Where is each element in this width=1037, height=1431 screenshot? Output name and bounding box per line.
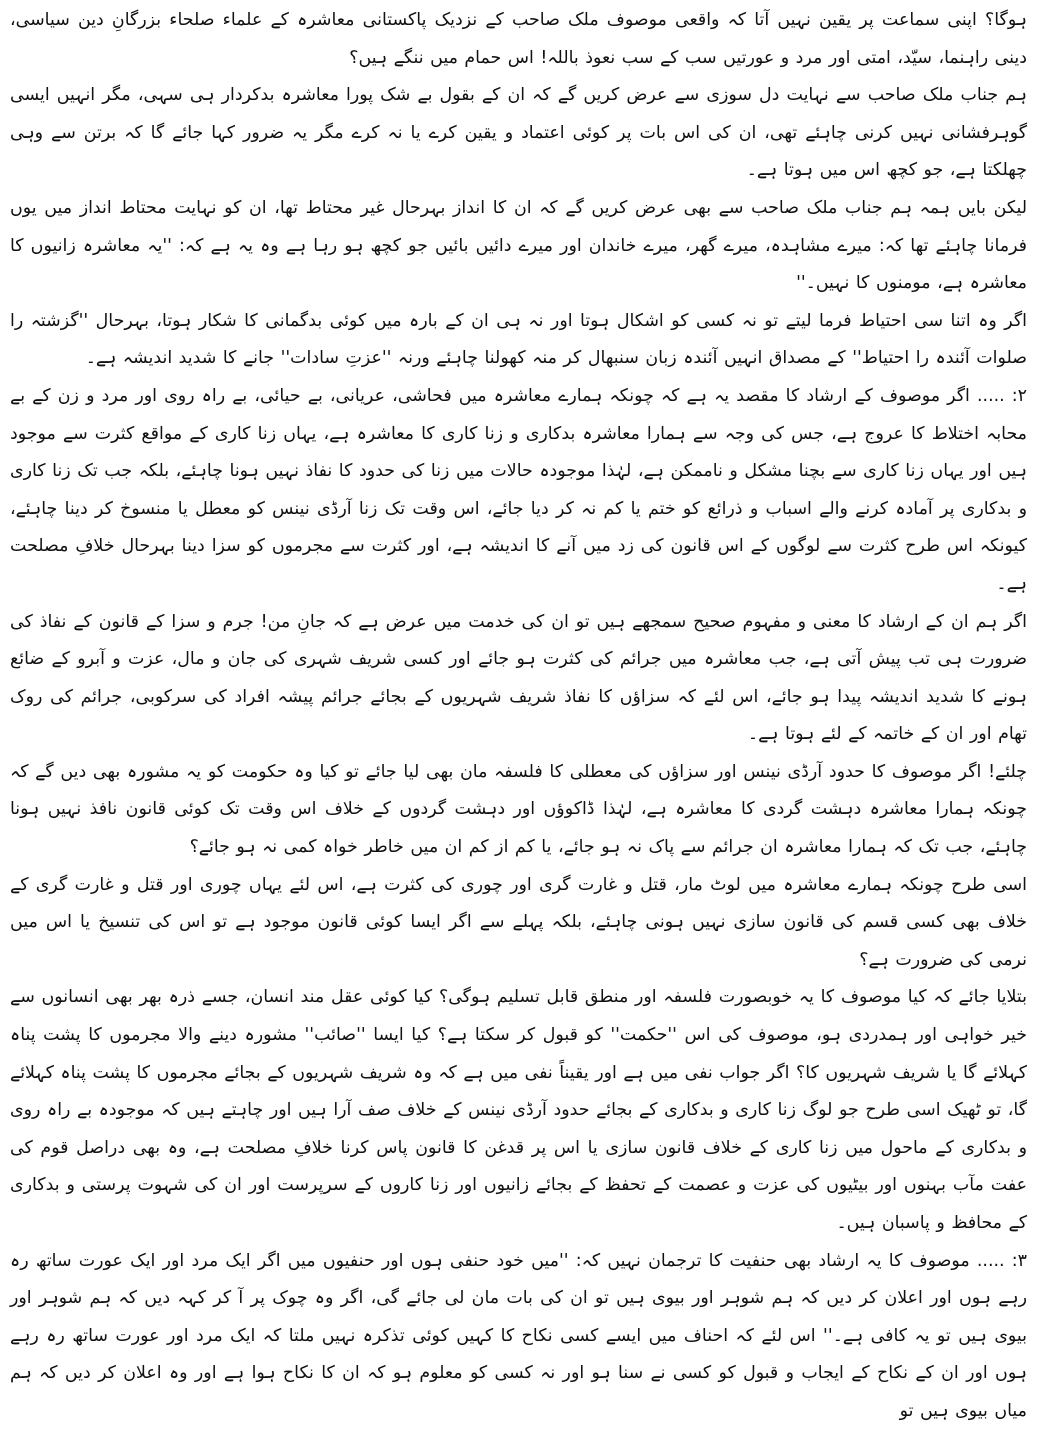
paragraph-5: ۲: ..... اگر موصوف کے ارشاد کا مقصد یہ ہے کہ چونکہ ہمارے معاشرہ میں فحاشی، عریانی، بے حیائی، بے راہ روی اور مرد و زن کے بے محابہ اختلاط کا عروج ہے، جس کی وجہ سے ہمارا معاشرہ بدکاری و زنا کاری کا معاشرہ ہے، یہاں زنا کاری کے مواقع کثرت سے موجود ہیں اور یہاں زنا کاری سے بچنا مشکل و ناممکن ہے، لہٰذا موجودہ حالات میں زنا کی حدود کا نفاذ نہیں ہونا چاہئے، بلکہ جب تک زنا کاری و بدکاری پر آمادہ کرنے والے اسباب و ذرائع کو ختم یا کم نہ کر دیا جائے، اس وقت تک زنا آرڈی نینس کو معطل یا منسوخ کر دینا چاہئے، کیونکہ اس طرح کثرت سے لوگوں کے اس قانون کی زد میں آنے کا اندیشہ ہے، اور کثرت سے مجرموں کو سزا دینا بہرحال خلافِ مصلحت ہے۔ (10, 385, 1027, 594)
paragraph-7: چلئے! اگر موصوف کا حدود آرڈی نینس اور سزاؤں کی معطلی کا فلسفہ مان بھی لیا جائے تو کیا وہ حکومت کو یہ مشورہ بھی دیں گے کہ چونکہ ہمارا معاشرہ دہشت گردی کا معاشرہ ہے، لہٰذا ڈاکوؤں اور دہشت گردوں کے خلاف اس وقت تک کوئی قانون نافذ نہیں ہونا چاہئے، جب تک کہ ہمارا معاشرہ ان جرائم سے پاک نہ ہو جائے، یا کم از کم ان میں خاطر خواہ کمی نہ ہو جائے؟ (10, 761, 1027, 858)
paragraph-4: اگر وہ اتنا سی احتیاط فرما لیتے تو نہ کسی کو اشکال ہوتا اور نہ ہی ان کے بارہ میں کوئی بدگمانی کا شکار ہوتا، بہرحال ''گزشتہ را صلوات آئندہ را احتیاط'' کے مصداق انہیں آئندہ زبان سنبھال کر منہ کھولنا چاہئے ورنہ ''عزتِ سادات'' جانے کا شدید اندیشہ ہے۔ (10, 310, 1027, 369)
paragraph-10: ۳: ..... موصوف کا یہ ارشاد بھی حنفیت کا ترجمان نہیں کہ: ''میں خود حنفی ہوں اور حنفیوں میں اگر ایک مرد اور ایک عورت ساتھ رہ رہے ہوں اور اعلان کر دیں کہ ہم شوہر اور بیوی ہیں تو ان کی بات مان لی جائے گی، اگر وہ چوک پر آ کر کہہ دیں کہ ہم شوہر اور بیوی ہیں تو یہ کافی ہے۔'' اس لئے کہ احناف میں ایسے کسی نکاح کا کہیں کوئی تذکرہ نہیں ملتا کہ ایک مرد اور عورت ساتھ رہ رہے ہوں اور ان کے نکاح کے ایجاب و قبول کو کسی نے سنا ہو اور نہ کسی کو معلوم ہو کہ ان کا نکاح ہوا ہے اور وہ اعلان کر دیں کہ ہم میاں بیوی ہیں تو (10, 1250, 1027, 1421)
paragraph-2: ہم جناب ملک صاحب سے نہایت دل سوزی سے عرض کریں گے کہ ان کے بقول بے شک پورا معاشرہ بدکردار ہی سہی، مگر انہیں ایسی گوہرفشانی نہیں کرنی چاہئے تھی، ان کی اس بات پر کوئی اعتماد و یقین کرے یا نہ کرے مگر یہ ضرور کہا جائے گا کہ برتن سے وہی چھلکتا ہے، جو کچھ اس میں ہوتا ہے۔ (10, 85, 1027, 181)
paragraph-8: اسی طرح چونکہ ہمارے معاشرہ میں لوٹ مار، قتل و غارت گری اور چوری کی کثرت ہے، اس لئے یہاں چوری اور قتل و غارت گری کے خلاف بھی کسی قسم کی قانون سازی نہیں ہونی چاہئے، بلکہ پہلے سے اگر ایسا کوئی قانون موجود ہے تو اس کی تنسیخ یا اس میں نرمی کی ضرورت ہے؟ (10, 874, 1027, 970)
paragraph-9: بتلایا جائے کہ کیا موصوف کا یہ خوبصورت فلسفہ اور منطق قابل تسلیم ہوگی؟ کیا کوئی عقل مند انسان، جسے ذرہ بھر بھی انسانوں سے خیر خواہی اور ہمدردی ہو، موصوف کی اس ''حکمت'' کو قبول کر سکتا ہے؟ کیا ایسا ''صائب'' مشورہ دینے والا مجرموں کا پشت پناہ کہلائے گا یا شریف شہریوں کا؟ اگر جواب نفی میں ہے اور یقیناً نفی میں ہے کہ وہ شریف شہریوں کے بجائے مجرموں کا پشت پناہ کہلائے گا، تو ٹھیک اسی طرح جو لوگ زنا کاری و بدکاری کے بجائے حدود آرڈی نینس کے خلاف صف آرا ہیں اور چاہتے ہیں کہ موجودہ بے راہ روی و بدکاری کے ماحول میں زنا کاری کے خلاف قانون سازی یا اس پر قدغن کا قانون پاس کرنا خلافِ مصلحت ہے، وہ بھی دراصل قوم کی عفت مآب بہنوں اور بیٹیوں کی عزت و عصمت کے تحفظ کے بجائے زانیوں اور زنا کاروں کے سرپرست اور ان کی شہوت پرستی و بدکاری کے محافظ و پاسبان ہیں۔ (10, 987, 1027, 1233)
paragraph-6: اگر ہم ان کے ارشاد کا معنی و مفہوم صحیح سمجھے ہیں تو ان کی خدمت میں عرض ہے کہ جانِ من! جرم و سزا کے قانون کے نفاذ کی ضرورت ہی تب پیش آتی ہے، جب معاشرہ میں جرائم کی کثرت ہو جائے اور کسی شریف شہری کی جان و مال، عزت و آبرو کے ضائع ہونے کا شدید اندیشہ پیدا ہو جائے، اس لئے کہ سزاؤں کا نفاذ شریف شہریوں کے بجائے جرائم پیشہ افراد کی سرکوبی، جرائم کی روک تھام اور ان کے خاتمہ کے لئے ہوتا ہے۔ (10, 611, 1027, 745)
paragraph-1: ہوگا؟ اپنی سماعت پر یقین نہیں آتا کہ واقعی موصوف ملک صاحب کے نزدیک پاکستانی معاشرہ کے علماء صلحاء بزرگانِ دین سیاسی، دینی راہنما، سیّد، امتی اور مرد و عورتیں سب کے سب نعوذ باللہ! اس حمام میں ننگے ہیں؟ (10, 10, 1027, 68)
paragraph-3: لیکن بایں ہمہ ہم جناب ملک صاحب سے بھی عرض کریں گے کہ ان کا انداز بہرحال غیر محتاط تھا، ان کو نہایت محتاط انداز میں یوں فرمانا چاہئے تھا کہ: میرے مشاہدہ، میرے گھر، میرے خاندان اور میرے دائیں بائیں جو کچھ ہو رہا ہے وہ یہ ہے کہ: ''یہ معاشرہ زانیوں کا معاشرہ ہے، مومنوں کا نہیں۔'' (10, 197, 1027, 294)
